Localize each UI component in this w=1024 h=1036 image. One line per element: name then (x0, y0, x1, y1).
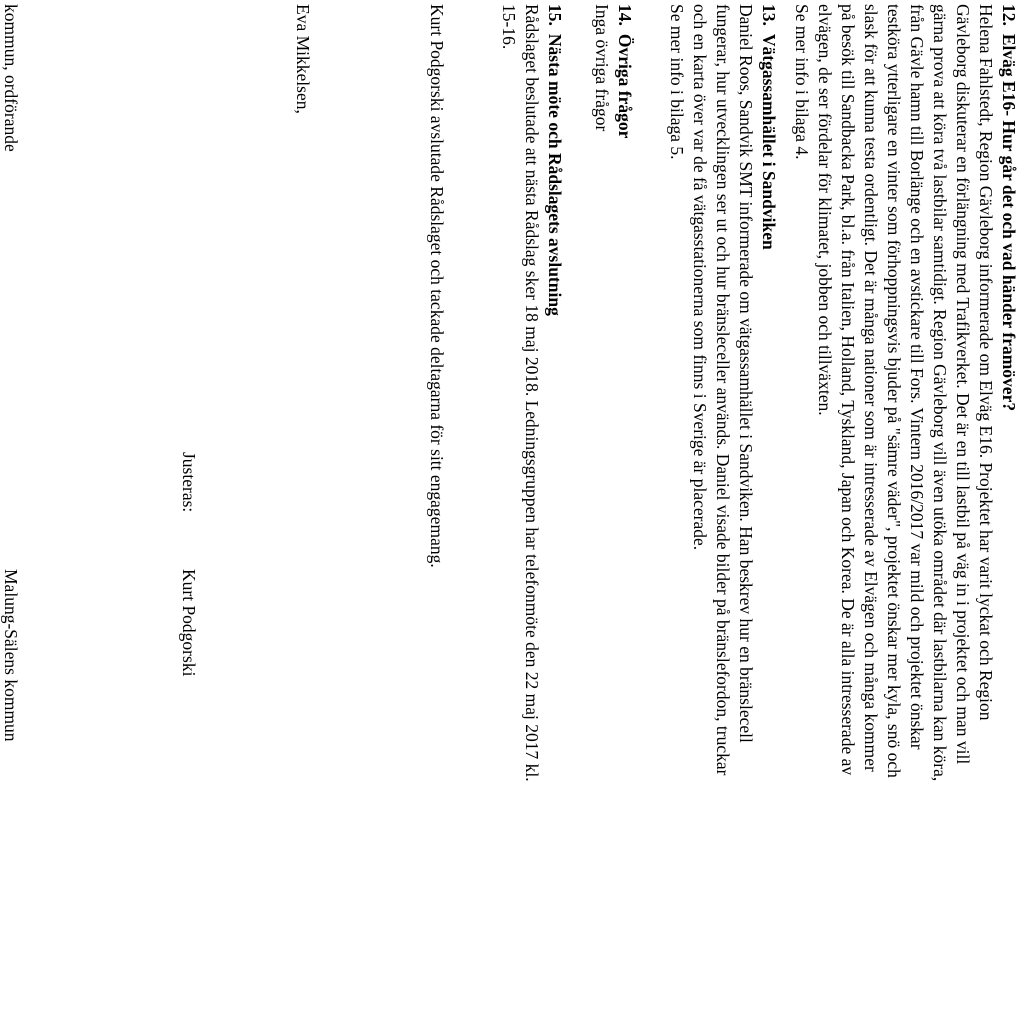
body-line: testköra ytterligare en vinter som förhoppningsvis bjuder på "sämre väder", projektet önskar mer kyla, snö och (884, 4, 904, 778)
section-13 (665, 4, 780, 775)
signature-left-role: kommun, ordförande (1, 4, 21, 152)
body-line: slask för att kunna testa ordentligt. Det är många nationer som är intresserade av Elvägen och många kommer (861, 4, 881, 772)
body-line: Gävleborg diskuterar en förlängning med Trafikverket. Det är en till lastbil på väg in i projektet och man vill (953, 4, 973, 765)
body-line: Inga övriga frågor (592, 4, 612, 132)
body-line: från Gävle hamn till Borlänge och en avstickare till Fors. Vintern 2016/2017 var mild och projektet önskar (907, 4, 927, 750)
section-heading: 12.Elväg E16- Hur går det och vad händer framöver? (999, 4, 1019, 412)
section-14 (590, 4, 636, 138)
body-line: Daniel Roos, Sandvik SMT informerade om vätgassamhället i Sandviken. Han beskrev hur en bränslecell (736, 4, 756, 743)
section-15 (497, 4, 566, 782)
section-heading: 13.Vätgassamhället i Sandviken (759, 4, 779, 250)
section-heading: 15.Nästa möte och Rådslagets avslutning (545, 4, 565, 316)
body-line: 15-16. (499, 4, 519, 50)
signature-right-role: Malung-Sälens kommun (1, 569, 21, 742)
section-heading: 14.Övriga frågor (615, 4, 635, 139)
closing-statement: Kurt Podgorski avslutade Rådslaget och tackade deltagarna för sitt engagemang. (427, 4, 447, 568)
signature-left-name: Eva Mikkelsen, (293, 4, 313, 114)
body-line: Se mer info i bilaga 4. (792, 4, 812, 160)
body-line: fungerar, hur utvecklingen ser ut och hur bränsleceller används. Daniel visade bilder på bränslefordon, truckar (713, 4, 733, 776)
body-line: gärna prova att köra två lastbilar samtidigt. Region Gävleborg vill även utöka området där lastbilarna kan köra, (930, 4, 950, 782)
body-line: Rådslaget beslutade att nästa Rådslag sker 18 maj 2018. Ledningsgruppen har telefonmöte den 22 maj 2017 kl. (522, 4, 542, 782)
body-line: Helena Fahlstedt, Region Gävleborg informerade om Elväg E16. Projektet har varit lyckat och Region (976, 4, 996, 721)
body-line: och en karta över var de få vätgasstationerna som finns i Sverige är placerade. (690, 4, 710, 551)
section-12 (790, 4, 1020, 781)
body-line: Se mer info i bilaga 5. (667, 4, 687, 160)
justeras-label: Justeras: (179, 452, 199, 513)
signature-right-name: Kurt Podgorski (179, 569, 199, 677)
body-line: på besök till Sandbacka Park, bl.a. från Italien, Holland, Tyskland, Japan och Korea. De är alla intresserade av (838, 4, 858, 776)
body-line: elvägen, de ser fördelar för klimatet, jobben och tillväxten. (815, 4, 835, 416)
